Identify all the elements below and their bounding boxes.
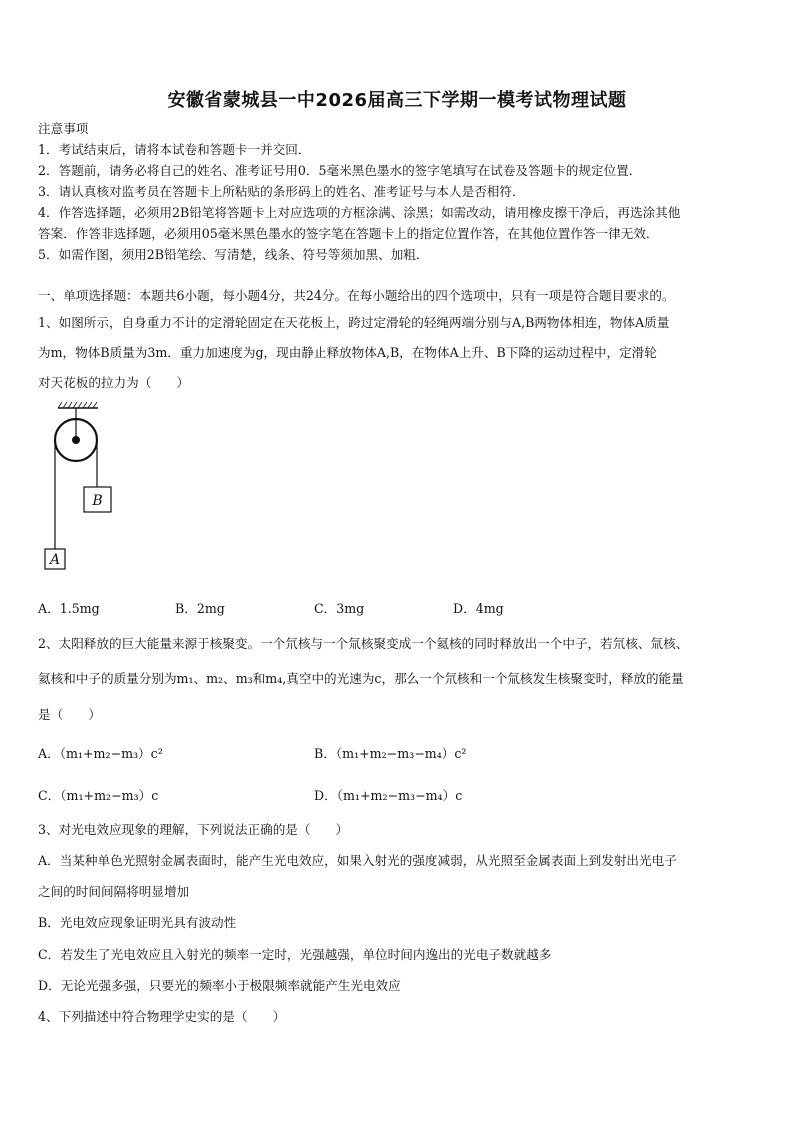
option-b: B．光电效应现象证明光具有波动性 — [38, 915, 237, 930]
section-heading: 一、单项选择题：本题共6小题，每小题4分，共24分。在每小题给出的四个选项中，只有一项是符合题目要求的。 — [38, 288, 675, 303]
note-item: 1．考试结束后，请将本试卷和答题卡一并交回． — [38, 142, 311, 157]
question-4-stem: 4、下列描述中符合物理学史实的是（ ） — [38, 1009, 286, 1024]
page-title: 安徽省蒙城县一中2026届高三下学期一模考试物理试题 — [167, 90, 627, 111]
option-a-continued: 之间的时间间隔将明显增加 — [38, 884, 190, 899]
question-1-stem: 对天花板的拉力为（ ） — [38, 375, 190, 390]
note-item: 5．如需作图，须用2B铅笔绘、写清楚，线条、符号等须加黑、加粗． — [38, 247, 429, 262]
pulley-diagram — [38, 398, 128, 578]
option-c: C．若发生了光电效应且入射光的频率一定时，光强越强，单位时间内逸出的光电子数就越多 — [38, 947, 552, 962]
notes-heading: 注意事项 — [38, 121, 89, 136]
question-2-stem: 2、太阳释放的巨大能量来源于核聚变。一个氘核与一个氚核聚变成一个氦核的同时释放出一个中子，若氘核、氚核、 — [38, 636, 689, 651]
question-3-stem: 3、对光电效应现象的理解，下列说法正确的是（ ） — [38, 822, 349, 837]
note-item: 4．作答选择题，必须用2B铅笔将答题卡上对应选项的方框涂满、涂黑；如需改动，请用橡皮擦干净后，再选涂其他 — [38, 205, 681, 220]
note-item: 2．答题前，请务必将自己的姓名、准考证号用0．5毫米黑色墨水的签字笔填写在试卷及答题卡的规定位置． — [38, 163, 642, 178]
note-item: 3．请认真核对监考员在答题卡上所粘贴的条形码上的姓名、准考证号与本人是否相符． — [38, 184, 525, 199]
option-b: B．（m₁+m₂−m₃−m₄）c² — [314, 746, 467, 761]
block-a-label: A — [49, 552, 61, 568]
question-2-stem: 是（ ） — [38, 707, 101, 722]
option-a: A．（m₁+m₂−m₃）c² — [38, 746, 163, 761]
question-1-stem: 1、如图所示，自身重力不计的定滑轮固定在天花板上，跨过定滑轮的轻绳两端分别与A,B两物体相连，物体A质量 — [38, 315, 670, 330]
option-c: C．（m₁+m₂−m₃）c — [38, 788, 159, 803]
option-d: D．无论光强多强，只要光的频率小于极限频率就能产生光电效应 — [38, 978, 401, 993]
option-c: C．3mg — [314, 601, 365, 616]
question-2-stem: 氦核和中子的质量分别为m₁、m₂、m₃和m₄,真空中的光速为c，那么一个氘核和一个氚核发生核聚变时，释放的能量 — [38, 671, 684, 686]
option-d: D．（m₁+m₂−m₃−m₄）c — [314, 788, 463, 803]
block-b-label: B — [92, 493, 103, 509]
option-a: A．1.5mg — [38, 601, 100, 616]
question-1-stem: 为m，物体B质量为3m．重力加速度为g，现由静止释放物体A,B，在物体A上升、B下降的运动过程中，定滑轮 — [38, 345, 657, 360]
option-d: D．4mg — [453, 601, 504, 616]
option-b: B．2mg — [175, 601, 225, 616]
option-a: A．当某种单色光照射金属表面时，能产生光电效应，如果入射光的强度减弱，从光照至金属表面上到发射出光电子 — [38, 853, 677, 868]
note-item: 答案．作答非选择题，必须用05毫米黑色墨水的签字笔在答题卡上的指定位置作答，在其他位置作答一律无效． — [38, 226, 659, 241]
